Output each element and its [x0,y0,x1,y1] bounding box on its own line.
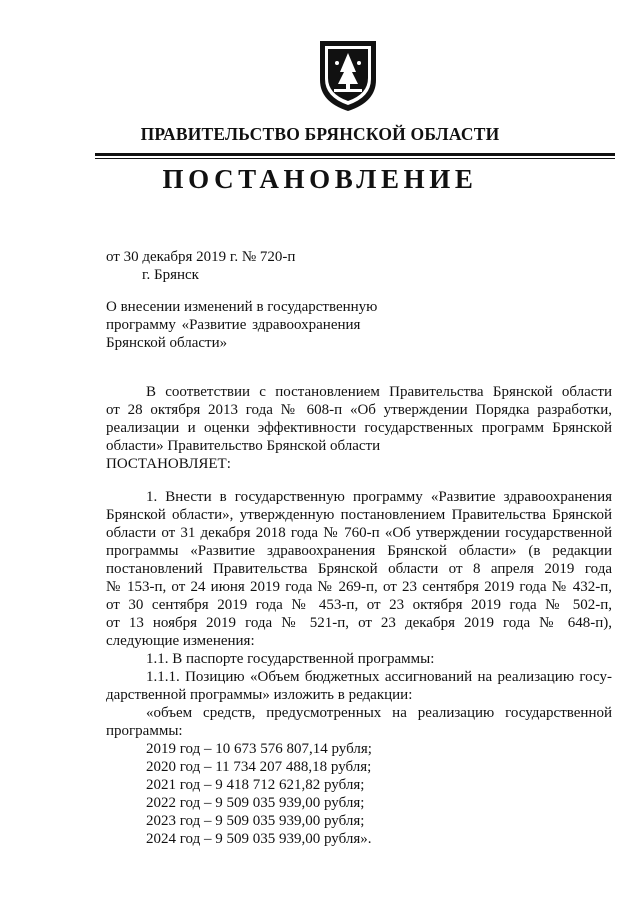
preamble-line: реализации и оценки эффективности государственных программ Брянской [106,420,612,436]
coat-of-arms-emblem [317,38,379,114]
budget-line: 2024 год – 9 509 035 939,00 рубля». [146,831,372,847]
item1-line: постановлений Правительства Брянской области от 8 апреля 2019 года [106,561,612,577]
budget-line: 2023 год – 9 509 035 939,00 рубля; [146,813,365,829]
item1-line: следующие изменения: [106,633,255,649]
document-type-title: ПОСТАНОВЛЕНИЕ [162,164,478,194]
place: г. Брянск [142,267,199,283]
date-number: от 30 декабря 2019 г. № 720-п [106,249,296,265]
budget-line: 2020 год – 11 734 207 488,18 рубля; [146,759,372,775]
item1-line: от 13 ноября 2019 года № 521-п, от 23 декабря 2019 года № 648-п), [106,615,612,631]
quote-line: программы: [106,723,183,739]
quote-line: «объем средств, предусмотренных на реализацию государственной [146,705,612,721]
resolves-heading: ПОСТАНОВЛЯЕТ: [106,456,231,472]
preamble-line: В соответствии с постановлением Правительства Брянской области [146,384,612,400]
subject-line: О внесении изменений в государственную [106,299,378,315]
subject-line: Брянской области» [106,335,228,351]
item1-line: Брянской области», утвержденную постановлением Правительства Брянской [106,507,612,523]
item1-1-1-line: 1.1.1. Позицию «Объем бюджетных ассигнований на реализацию госу- [146,669,612,685]
preamble-line: от 28 октября 2013 года № 608-п «Об утверждении Порядка разработки, [106,402,612,418]
preamble-line: области» Правительство Брянской области [106,438,381,454]
item1-line: области от 31 декабря 2018 года № 760-п «Об утверждении государственной [106,525,612,541]
item1-1-heading: 1.1. В паспорте государственной программы: [146,651,435,667]
item1-line: программы «Развитие здравоохранения Брянской области» (в редакции [106,543,612,559]
subject-line: программу «Развитие здравоохранения [106,317,361,333]
budget-line: 2021 год – 9 418 712 621,82 рубля; [146,777,365,793]
item1-line: от 30 сентября 2019 года № 453-п, от 23 октября 2019 года № 502-п, [106,597,612,613]
budget-line: 2022 год – 9 509 035 939,00 рубля; [146,795,365,811]
item1-line: № 153-п, от 24 июня 2019 года № 269-п, от 23 сентября 2019 года № 432-п, [106,579,612,595]
government-title: ПРАВИТЕЛЬСТВО БРЯНСКОЙ ОБЛАСТИ [140,124,500,144]
item1-1-1-line: дарственной программы» изложить в редакции: [106,687,413,703]
header-rule-thin [95,158,615,159]
budget-line: 2019 год – 10 673 576 807,14 рубля; [146,741,372,757]
header-rule-thick [95,153,615,156]
item1-line: 1. Внести в государственную программу «Развитие здравоохранения [146,489,612,505]
